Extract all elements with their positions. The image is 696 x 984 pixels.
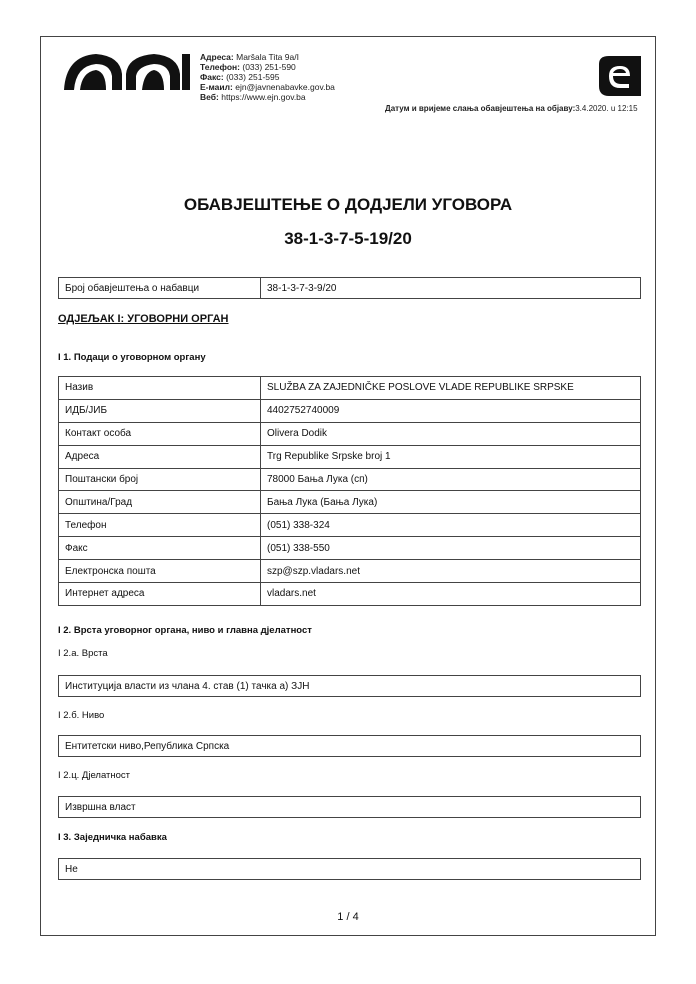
sub3-heading: I 3. Заједничка набавка bbox=[58, 832, 167, 843]
table-row bbox=[59, 583, 641, 606]
table-row bbox=[59, 491, 641, 514]
email-value: ejn@javnenabavke.gov.ba bbox=[235, 82, 335, 92]
page-number: 1 / 4 bbox=[337, 911, 359, 923]
sub3-value: Не bbox=[58, 858, 641, 880]
sub2c-value: Извршна власт bbox=[58, 796, 641, 818]
row-value: 4402752740009 bbox=[261, 399, 641, 422]
table-row bbox=[59, 399, 641, 422]
phone-label: Телефон: bbox=[200, 62, 240, 72]
row-value: Бања Лука (Бања Лука) bbox=[261, 491, 641, 514]
row-value: vladars.net bbox=[261, 583, 641, 606]
row-value: SLUŽBA ZA ZAJEDNIČKE POSLOVE VLADE REPUBLIKE SRPSKE bbox=[261, 377, 641, 400]
table-row bbox=[59, 560, 641, 583]
row-label: Електронска пошта bbox=[59, 560, 261, 583]
row-value: szp@szp.vladars.net bbox=[261, 560, 641, 583]
sub2c-label: I 2.ц. Дјелатност bbox=[58, 770, 131, 781]
ejn-logo bbox=[62, 50, 192, 92]
datetime-label: Датум и вријеме слања обавјештења на објаву: bbox=[385, 104, 576, 113]
row-label: Адреса bbox=[59, 445, 261, 468]
row-label: Општина/Град bbox=[59, 491, 261, 514]
row-value: Olivera Dodik bbox=[261, 422, 641, 445]
sub2b-label: I 2.б. Ниво bbox=[58, 710, 105, 721]
table-row bbox=[59, 514, 641, 537]
row-value: (051) 338-550 bbox=[261, 537, 641, 560]
sub2b-value: Ентитетски ниво,Република Српска bbox=[58, 735, 641, 757]
procurement-notice-value: 38-1-3-7-3-9/20 bbox=[267, 282, 337, 294]
row-value: 78000 Бања Лука (сп) bbox=[261, 468, 641, 491]
send-datetime bbox=[385, 104, 638, 113]
table-row bbox=[59, 468, 641, 491]
phone-value: (033) 251-590 bbox=[242, 62, 296, 72]
web-label: Веб: bbox=[200, 92, 219, 102]
table-row bbox=[59, 377, 641, 400]
address-label: Адреса: bbox=[200, 52, 234, 62]
datetime-value: 3.4.2020. u 12:15 bbox=[575, 104, 638, 113]
row-value: Trg Republike Srpske broj 1 bbox=[261, 445, 641, 468]
fax-value: (033) 251-595 bbox=[226, 72, 280, 82]
sub2-heading: I 2. Врста уговорног органа, ниво и главна дјелатност bbox=[58, 625, 312, 636]
row-label: Интернет адреса bbox=[59, 583, 261, 606]
sub2a-label: I 2.а. Врста bbox=[58, 648, 108, 659]
email-label: E-маил: bbox=[200, 82, 233, 92]
sub1-heading: I 1. Подаци о уговорном органу bbox=[58, 352, 206, 363]
table-row bbox=[59, 422, 641, 445]
row-label: Поштански број bbox=[59, 468, 261, 491]
ejn-e-logo bbox=[595, 54, 645, 98]
row-value: (051) 338-324 bbox=[261, 514, 641, 537]
row-label: Факс bbox=[59, 537, 261, 560]
contact-block bbox=[200, 52, 335, 102]
row-label: Телефон bbox=[59, 514, 261, 537]
table-row bbox=[59, 537, 641, 560]
document-title: ОБАВЈЕШТЕЊЕ О ДОДЈЕЛИ УГОВОРА bbox=[183, 195, 513, 214]
row-label: Назив bbox=[59, 377, 261, 400]
section1-heading: ОДЈЕЉАК I: УГОВОРНИ ОРГАН bbox=[58, 313, 229, 325]
row-label: Контакт особа bbox=[59, 422, 261, 445]
address-value: Maršala Tita 9a/I bbox=[236, 52, 299, 62]
document-number: 38-1-3-7-5-19/20 bbox=[284, 229, 412, 248]
procurement-notice-row bbox=[58, 277, 641, 299]
sub2a-value: Институција власти из члана 4. став (1) тачка а) ЗЈН bbox=[58, 675, 641, 697]
contracting-authority-table bbox=[58, 376, 641, 606]
row-label: ИДБ/ЈИБ bbox=[59, 399, 261, 422]
procurement-notice-label: Број обавјештења о набавци bbox=[59, 278, 261, 298]
table-row bbox=[59, 445, 641, 468]
web-value: https://www.ejn.gov.ba bbox=[221, 92, 306, 102]
fax-label: Факс: bbox=[200, 72, 224, 82]
